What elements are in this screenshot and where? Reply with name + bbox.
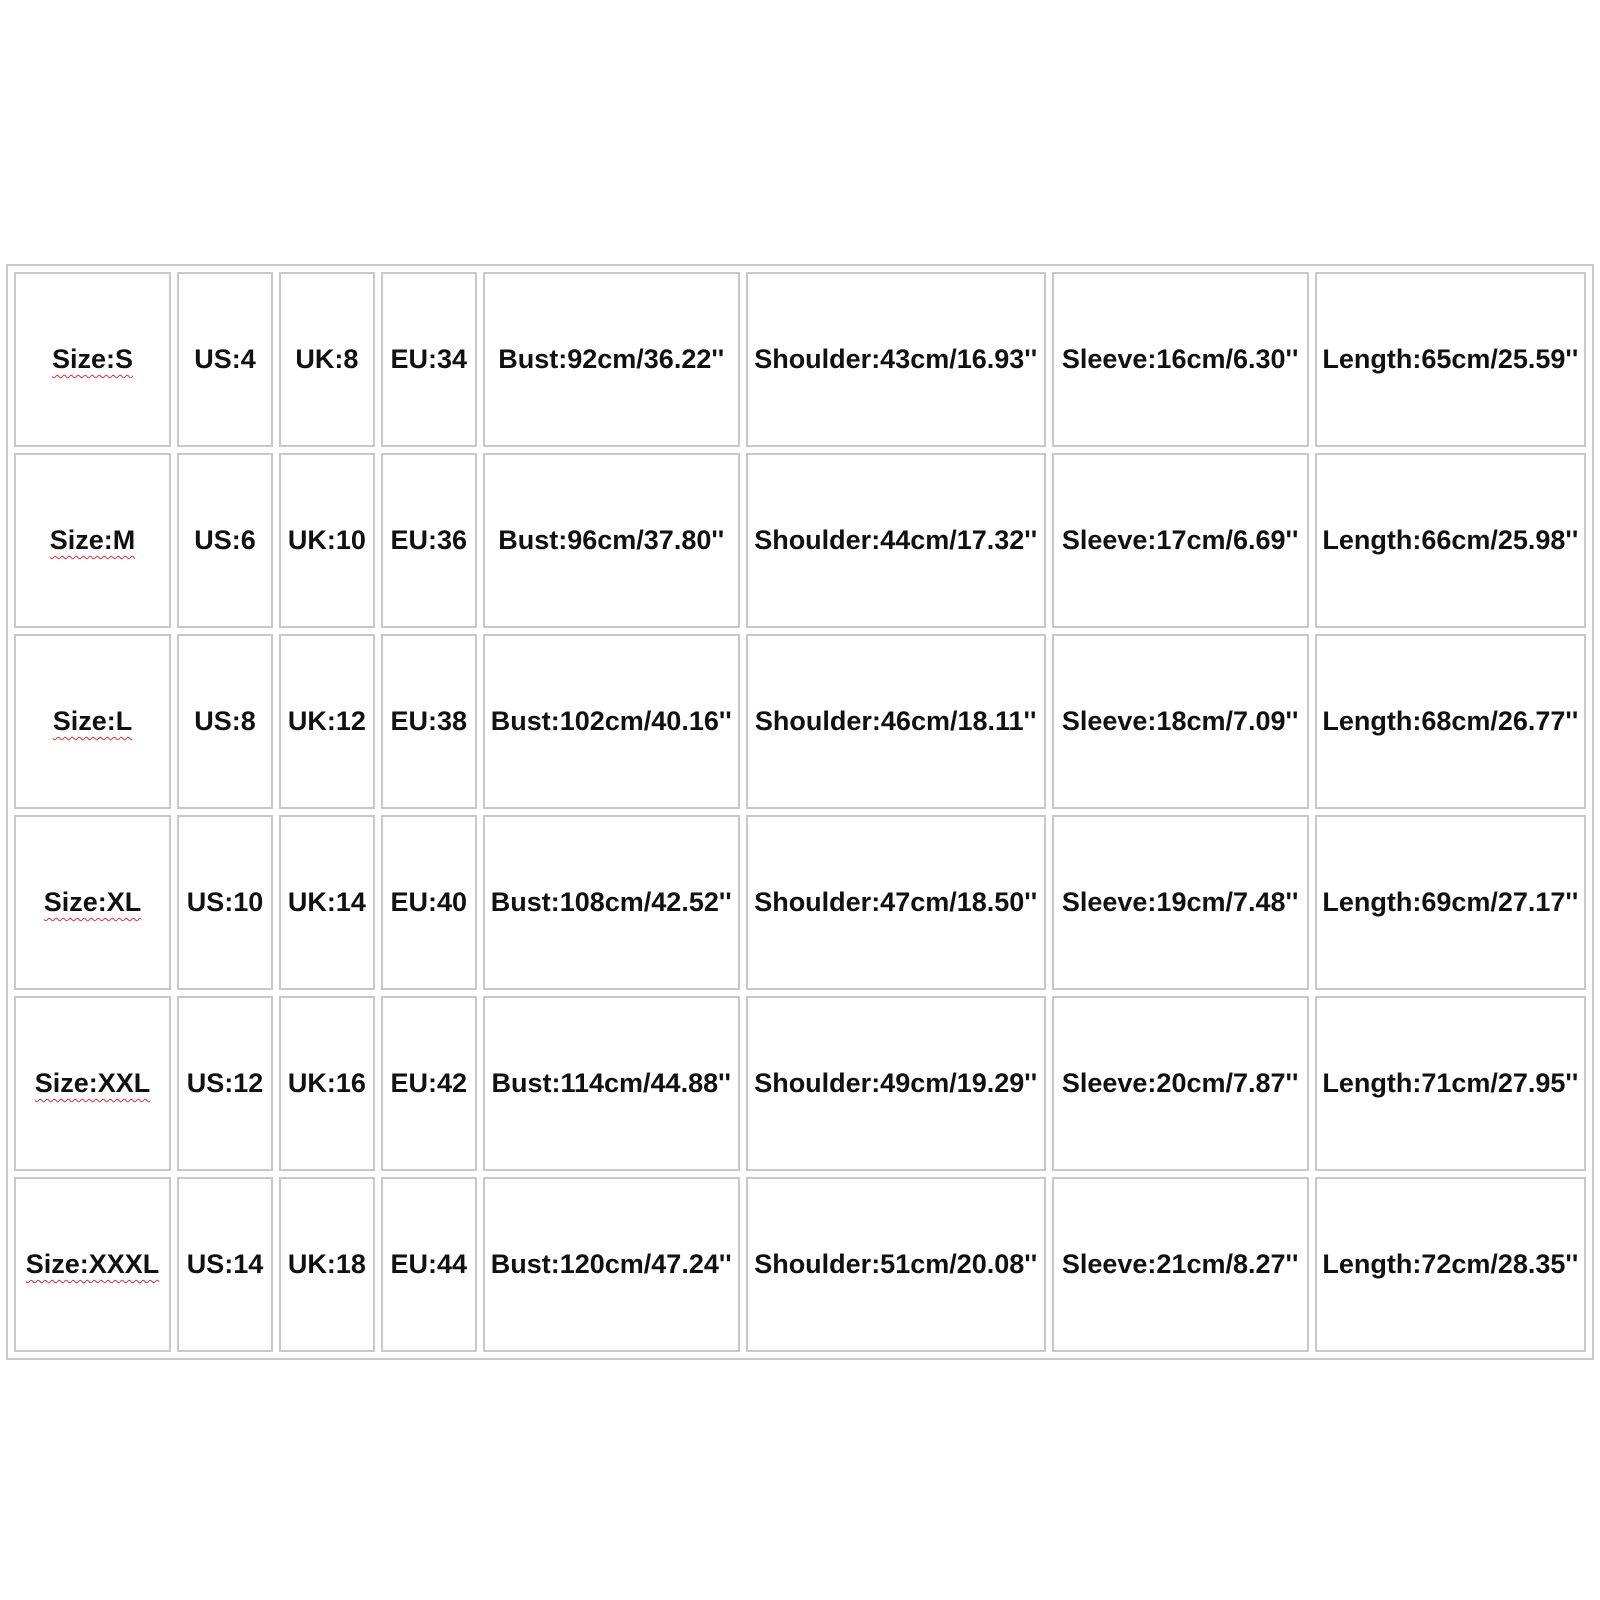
eu-size-cell: EU:42 [381,996,477,1171]
length-cell: Length:66cm/25.98'' [1315,453,1586,628]
shoulder-cell: Shoulder:51cm/20.08'' [746,1177,1046,1352]
table-row [14,453,1586,628]
eu-size-cell: EU:44 [381,1177,477,1352]
bust-cell: Bust:92cm/36.22'' [483,272,740,447]
length-cell: Length:69cm/27.17'' [1315,815,1586,990]
sleeve-cell: Sleeve:16cm/6.30'' [1052,272,1309,447]
sleeve-cell: Sleeve:21cm/8.27'' [1052,1177,1309,1352]
length-cell: Length:65cm/25.59'' [1315,272,1586,447]
size-label: Size:M [49,525,136,555]
table-row [14,815,1586,990]
bust-cell: Bust:108cm/42.52'' [483,815,740,990]
shoulder-cell: Shoulder:43cm/16.93'' [746,272,1046,447]
table-row [14,996,1586,1171]
size-cell [14,815,171,990]
eu-size-cell: EU:36 [381,453,477,628]
sleeve-cell: Sleeve:17cm/6.69'' [1052,453,1309,628]
sleeve-cell: Sleeve:20cm/7.87'' [1052,996,1309,1171]
size-cell [14,453,171,628]
table-row [14,272,1586,447]
size-label: Size:L [52,706,133,736]
shoulder-cell: Shoulder:47cm/18.50'' [746,815,1046,990]
bust-cell: Bust:102cm/40.16'' [483,634,740,809]
shoulder-cell: Shoulder:46cm/18.11'' [746,634,1046,809]
us-size-cell: US:14 [177,1177,273,1352]
us-size-cell: US:6 [177,453,273,628]
size-label: Size:XL [43,887,142,917]
size-label: Size:S [52,344,134,374]
uk-size-cell: UK:16 [279,996,375,1171]
eu-size-cell: EU:38 [381,634,477,809]
length-cell: Length:68cm/26.77'' [1315,634,1586,809]
uk-size-cell: UK:8 [279,272,375,447]
length-cell: Length:72cm/28.35'' [1315,1177,1586,1352]
size-label: Size:XXL [34,1068,151,1098]
us-size-cell: US:8 [177,634,273,809]
length-cell: Length:71cm/27.95'' [1315,996,1586,1171]
size-cell [14,996,171,1171]
uk-size-cell: UK:18 [279,1177,375,1352]
us-size-cell: US:10 [177,815,273,990]
uk-size-cell: UK:10 [279,453,375,628]
shoulder-cell: Shoulder:49cm/19.29'' [746,996,1046,1171]
uk-size-cell: UK:14 [279,815,375,990]
size-chart-table [6,264,1594,1360]
sleeve-cell: Sleeve:19cm/7.48'' [1052,815,1309,990]
eu-size-cell: EU:40 [381,815,477,990]
bust-cell: Bust:114cm/44.88'' [483,996,740,1171]
shoulder-cell: Shoulder:44cm/17.32'' [746,453,1046,628]
uk-size-cell: UK:12 [279,634,375,809]
size-cell [14,1177,171,1352]
size-label: Size:XXXL [25,1249,160,1279]
sleeve-cell: Sleeve:18cm/7.09'' [1052,634,1309,809]
table-row [14,634,1586,809]
size-cell [14,272,171,447]
eu-size-cell: EU:34 [381,272,477,447]
table-row [14,1177,1586,1352]
size-cell [14,634,171,809]
us-size-cell: US:12 [177,996,273,1171]
bust-cell: Bust:96cm/37.80'' [483,453,740,628]
us-size-cell: US:4 [177,272,273,447]
bust-cell: Bust:120cm/47.24'' [483,1177,740,1352]
